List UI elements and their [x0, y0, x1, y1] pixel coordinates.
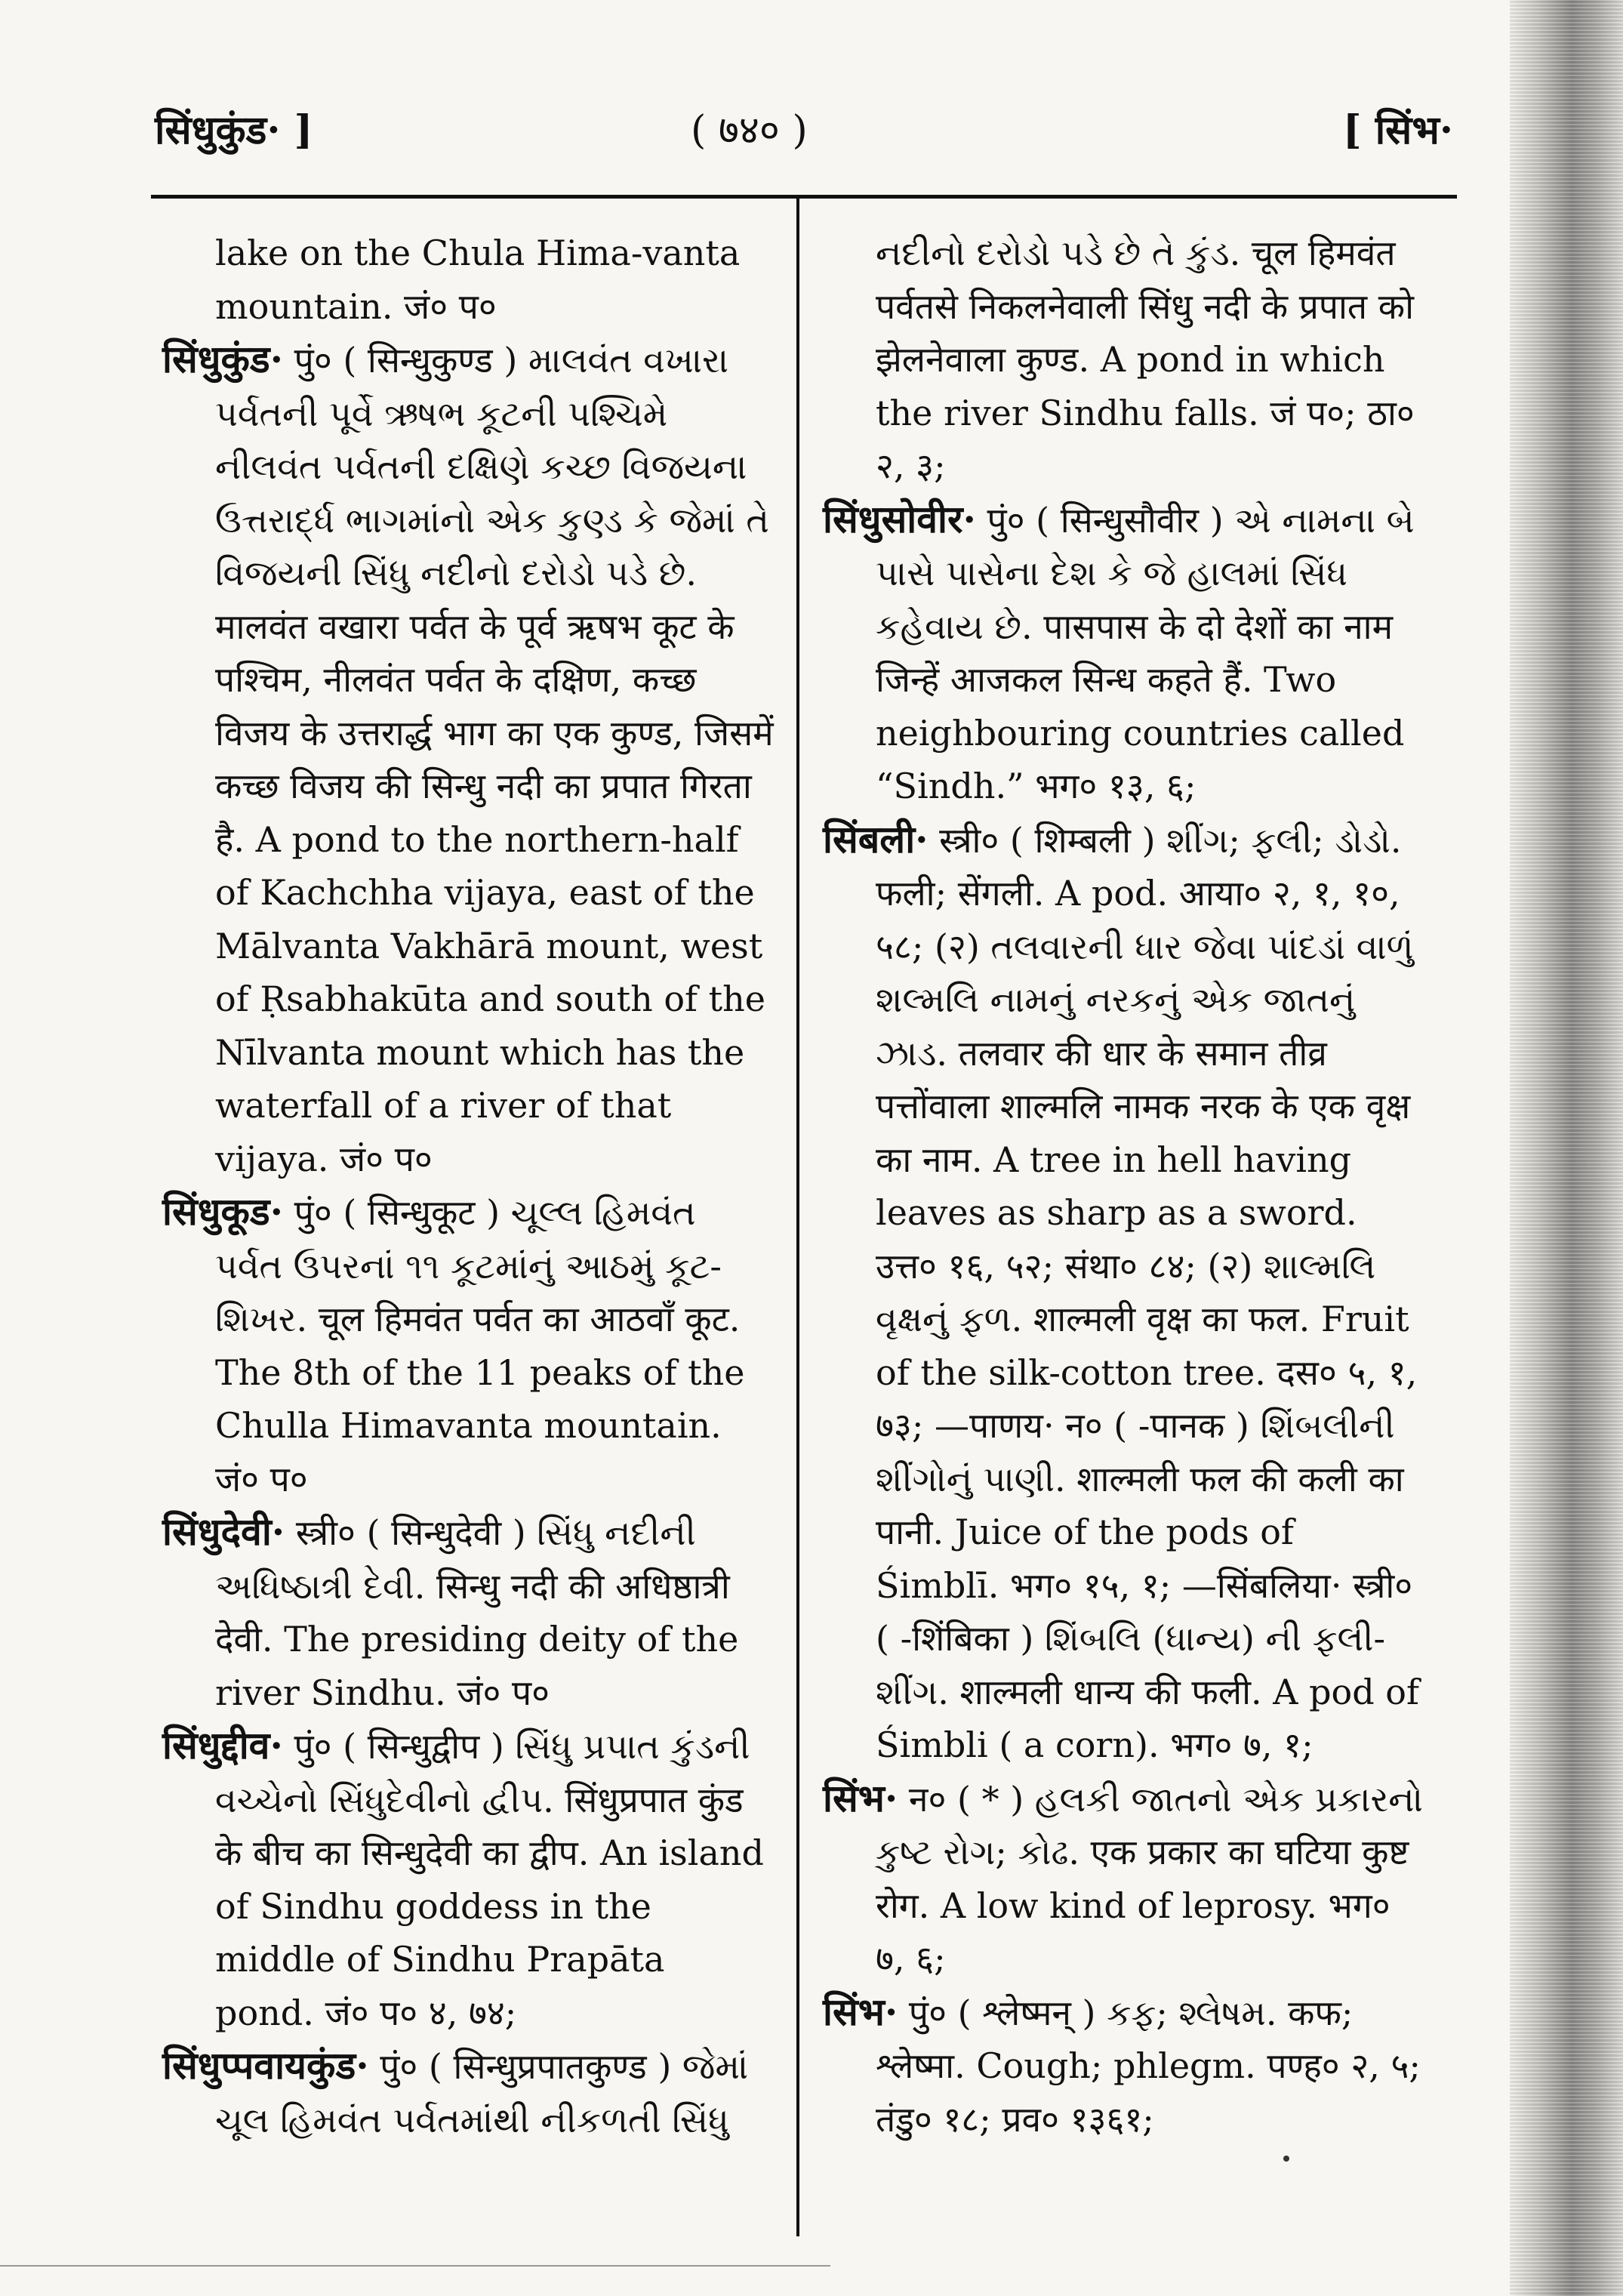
dictionary-entry	[823, 493, 1427, 813]
ink-speck	[1283, 2156, 1289, 2162]
column-divider	[796, 198, 799, 2236]
headword: सिंधुद्दीव·	[162, 1723, 283, 1767]
entry-definition: पुं० ( श्लेष्मन् ) કફ; શ્લેષમ. कफ; श्लेष्मा. Cough; phlegm. पण्ह० २, ५; तंडु० १८; प्रव० १३६१;	[876, 1992, 1421, 2140]
headword: सिंधुकुंड·	[162, 337, 284, 381]
page-header	[155, 102, 1453, 155]
entry-definition: स्त्री० ( सिन्धुदेवी ) સિંધુ નદીની અધિષ્ઠાત્રી દેવી. सिन्धु नदी की अधिष्ठात्री देवी. The presiding deity of the river Sindhu. जं० प०	[215, 1512, 739, 1713]
headword: सिंभ·	[823, 1775, 898, 1820]
dictionary-entry	[823, 1772, 1427, 1986]
scan-edge-line	[0, 2265, 830, 2267]
entry-definition: पुं० ( सिन्धुद्वीप ) સિંધુ પ્રપાત કુંડની વચ્ચેનો સિંધુદેવીનો દ્વીપ. सिंधुप्रपात कुंड के बीच का सिन्धुदेवी का द्वीप. An island of Sindhu goddess in the middle of Sindhu Prapāta pond. जं० प० ४, ७४;	[215, 1726, 765, 2033]
entry-definition: पुं० ( सिन्धुकुण्ड ) માલવંત વખારા પર્વતની પૂર્વે ઋષભ કૂટની પશ્ચિમે નીલવંત પર્વતની દક્ષિણે કચ્છ વિજયના ઉત્તરાર્દ્ધ ભાગમાંનો એક કુણ્ડ કે જેમાં તે વિજયની સિંધુ નદીનો દરોડો પડે છે. मालवंत वखारा पर्वत के पूर्व ऋषभ कूट के पश्चिम, नीलवंत पर्वत के दक्षिण, कच्छ विजय के उत्तरार्द्ध भाग का एक कुण्ड, जिसमें कच्छ विजय की सिन्धु नदी का प्रपात गिरता है. A pond to the northern-half of Kachchha vijaya, east of the Mālvanta Vakhārā mount, west of Ṛsabhakūta and south of the Nīlvanta mount which has the waterfall of a river of that vijaya. जं० प०	[215, 340, 774, 1179]
entry-definition: स्त्री० ( शिम्बली ) શીંગ; ફલી; ડોડો. फली; सेंगली. A pod. आया० २, १, १०, ५८; (२) તલવારની ધાર જેવા પાંદડાં વાળું શલ્મલિ નામનું નરકનું એક જાતનું ઝાડ. तलवार की धार के समान तीव्र पत्तोंवाला शाल्मलि नामक नरक के एक वृक्ष का नाम. A tree in hell having leaves as sharp as a sword. उत्त० १६, ५२; संथा० ८४; (२) શાલ્મલિ વૃક્ષનું ફળ. शाल्मली वृक्ष का फल. Fruit of the silk-cotton tree. दस० ५, १, ७३; —पाणय· न० ( -पानक ) શિંબલીની શીંગોનું પાણી. शाल्मली फल की कली का पानी. Juice of the pods of Śimblī. भग० १५, १; —सिंबलिया· स्त्री० ( -शिंबिका ) શિંબલિ (ધાન્ય) ની ફલી-શીંગ. शाल्मली धान्य की फली. A pod of Śimbli ( a corn). भग० ७, १;	[876, 819, 1420, 1765]
dictionary-entry	[162, 1719, 774, 2039]
dictionary-entry	[162, 1185, 774, 1505]
left-column	[162, 227, 774, 2147]
header-right-guideword: [ सिंभ·	[1343, 107, 1453, 153]
headword: सिंबली·	[823, 816, 929, 861]
dictionary-entry	[162, 1505, 774, 1719]
dictionary-entry	[823, 813, 1427, 1772]
headword: सिंधुसोवीर·	[823, 496, 976, 541]
entry-continuation: lake on the Chula Hima-vanta mountain. जं० प०	[215, 233, 741, 327]
entry-definition: न० ( * ) હલકી જાતનો એક પ્રકારનો કુષ્ટ રોગ; કોઢ. एक प्रकार का घटिया कुष्ट रोग. A low kind of leprosy. भग० ७, ६;	[876, 1778, 1424, 1979]
entry-definition: पुं० ( सिन्धुप्रपातकुण्ड ) જેમાં ચૂલ હિમવંત પર્વતમાંથી નીકળતી સિંધુ	[215, 2046, 749, 2140]
headword: सिंधुदेवी·	[162, 1509, 285, 1554]
entry-continuation: નદીનો દરોડો પડે છે તે કુંડ. चूल हिमवंत पर्वतसे निकलनेवाली सिंधु नदी के प्रपात को झेलनेवाला कुण्ड. A pond in which the river Sindhu falls. जं प०; ठा० २, ३;	[876, 233, 1415, 486]
book-spine-shadow	[1510, 0, 1623, 2296]
headword: सिंधुप्पवायकुंड·	[162, 2043, 369, 2088]
dictionary-entry	[162, 2039, 774, 2147]
entry-definition: पुं० ( सिन्धुसौवीर ) એ નામના બે પાસે પાસેના દેશ કે જે હાલમાં સિંધ કહેવાય છે. पासपास के दो देशों का नाम जिन्हें आजकल सिन्ध कहते हैं. Two neighbouring countries called “Sindh.” भग० १३, ६;	[876, 499, 1415, 806]
headword: सिंधुकूड·	[162, 1189, 284, 1234]
right-column	[823, 227, 1427, 2146]
header-rule	[151, 195, 1457, 199]
dictionary-entry	[162, 333, 774, 1185]
page-number: ( ७४० )	[691, 108, 808, 153]
entry-definition: पुं० ( सिन्धुकूट ) ચૂલ્લ હિમવંત પર્વત ઉપરનાં ૧૧ કૂટમાંનું આઠમું કૂટ-શિખર. चूल हिमवंत पर्वत का आठवाँ कूट. The 8th of the 11 peaks of the Chulla Himavanta mountain. जं० प०	[215, 1192, 745, 1499]
header-left-guideword: सिंधुकुंड· ]	[155, 107, 313, 153]
headword: सिंभ·	[823, 1989, 898, 2034]
dictionary-entry	[823, 1986, 1427, 2147]
